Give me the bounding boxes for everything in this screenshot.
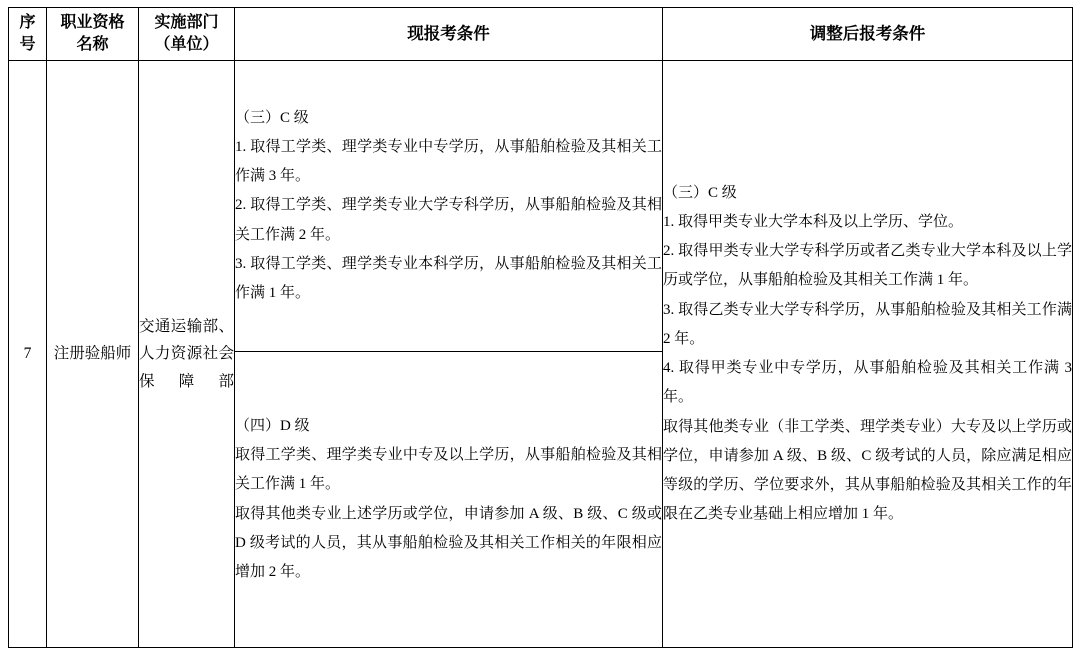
column-header-department-line2: （单位） xyxy=(154,36,219,53)
column-header-department xyxy=(139,8,235,61)
column-header-adjusted-conditions: 调整后报考条件 xyxy=(663,8,1073,61)
column-header-department-line1: 实施部门 xyxy=(154,14,219,32)
current-d-item-1: 取得工学类、理学类专业中专及以上学历，从事船舶检验及其相关工作满 1 年。 xyxy=(235,447,662,493)
cell-qualification-name: 注册验船师 xyxy=(47,61,139,648)
cell-current-conditions-level-c xyxy=(235,61,663,352)
current-c-item-2: 2. 取得工学类、理学类专业大学专科学历，从事船舶检验及其相关工作满 2 年。 xyxy=(235,197,662,243)
table-header-row xyxy=(9,8,1073,61)
column-header-sequence-line2: 号 xyxy=(19,36,36,53)
column-header-sequence-line1: 序 xyxy=(19,14,36,32)
adjusted-title: （三）C 级 xyxy=(663,184,737,201)
column-header-sequence xyxy=(9,8,47,61)
adjusted-item-2: 2. 取得甲类专业大学专科学历或者乙类专业大学本科及以上学历或学位，从事船舶检验及其相关工作满 1 年。 xyxy=(663,243,1072,289)
cell-department: 交通运输部、人力资源社会保障部 xyxy=(139,61,235,648)
column-header-qualification-name-line2: 名称 xyxy=(76,36,109,53)
current-c-item-3: 3. 取得工学类、理学类专业本科学历，从事船舶检验及其相关工作满 1 年。 xyxy=(235,255,662,302)
cell-sequence-number: 7 xyxy=(9,61,47,648)
cell-current-conditions-level-d xyxy=(235,352,663,648)
current-c-item-1: 1. 取得工学类、理学类专业中专学历，从事船舶检验及其相关工作满 3 年。 xyxy=(235,138,662,185)
qualification-comparison-table xyxy=(8,7,1073,648)
table-body xyxy=(9,61,1073,648)
column-header-qualification-name-line1: 职业资格 xyxy=(60,14,125,32)
adjusted-item-4: 4. 取得甲类专业中专学历，从事船舶检验及其相关工作满 3 年。 xyxy=(663,360,1072,406)
adjusted-item-3: 3. 取得乙类专业大学专科学历，从事船舶检验及其相关工作满 2 年。 xyxy=(663,301,1072,347)
current-c-title: （三）C 级 xyxy=(235,109,309,126)
column-header-qualification-name xyxy=(47,8,139,61)
table-row xyxy=(9,61,1073,352)
adjusted-item-1: 1. 取得甲类专业大学本科及以上学历、学位。 xyxy=(663,213,964,230)
cell-adjusted-conditions xyxy=(663,61,1073,648)
adjusted-item-5: 取得其他类专业（非工学类、理学类专业）大专及以上学历或学位，申请参加 A 级、B 级、C 级考试的人员，除应满足相应等级的学历、学位要求外，其从事船舶检验及其相关工作的年限在乙类专业基础上相应增加 1 年。 xyxy=(663,418,1072,523)
column-header-current-conditions: 现报考条件 xyxy=(235,8,663,61)
current-d-title: （四）D 级 xyxy=(235,417,310,434)
table-header xyxy=(9,8,1073,61)
current-d-item-2: 取得其他类专业上述学历或学位，申请参加 A 级、B 级、C 级或 D 级考试的人员，其从事船舶检验及其相关工作相关的年限相应增加 2 年。 xyxy=(235,505,662,580)
